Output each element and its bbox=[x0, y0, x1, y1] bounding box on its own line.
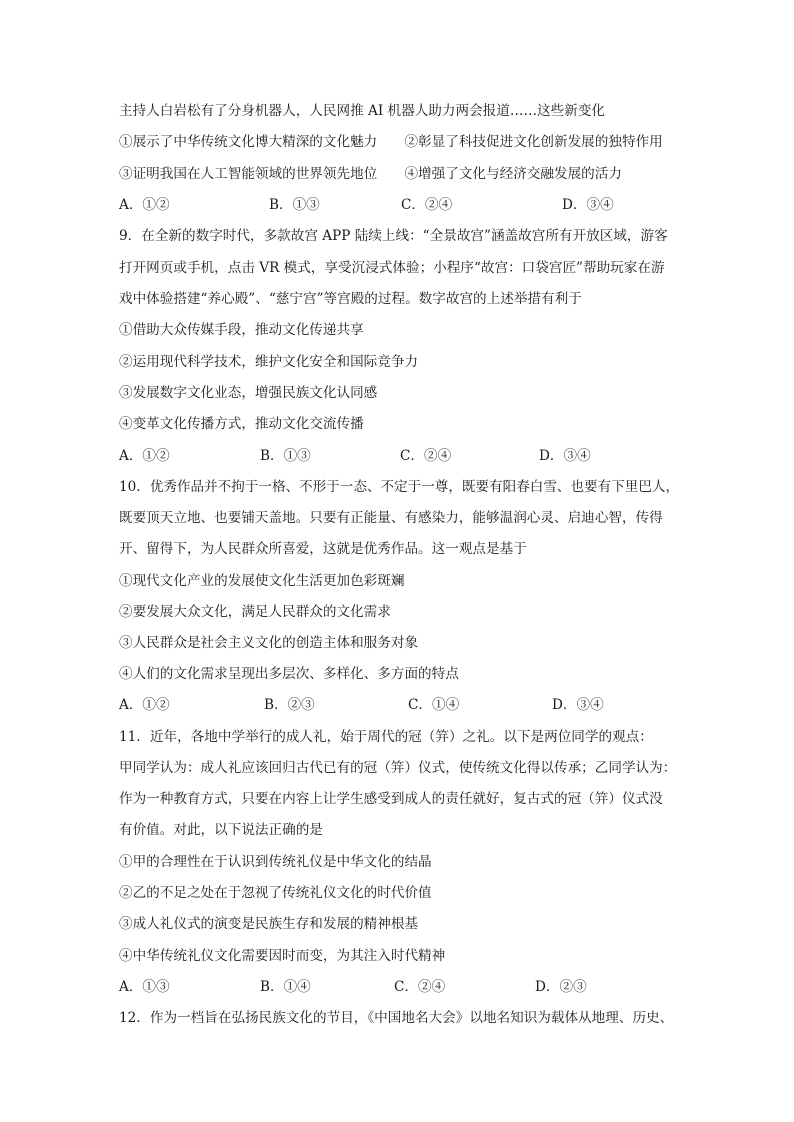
q11-option-b: B．①④ bbox=[260, 979, 311, 995]
q11-option-a: A．①③ bbox=[119, 979, 170, 995]
q11-statement-3: ③成人礼仪式的演变是民族生存和发展的精神根基 bbox=[119, 916, 419, 932]
q9-statement-4: ④变革文化传播方式，推动文化交流传播 bbox=[119, 416, 364, 432]
q8-stem-line: 主持人白岩松有了分身机器人，人民网推 AI 机器人助力两会报道……这些新变化 bbox=[119, 103, 606, 119]
q8-option-d: D．③④ bbox=[562, 197, 614, 213]
q10-option-d: D．③④ bbox=[552, 697, 604, 713]
q9-options bbox=[119, 446, 679, 466]
q11-stem-line: 有价值。对此，以下说法正确的是 bbox=[119, 822, 323, 838]
q9-option-a: A．①② bbox=[119, 448, 170, 464]
q8-option-c: C．②④ bbox=[401, 197, 453, 213]
q10-option-c: C．①④ bbox=[408, 697, 460, 713]
q9-option-c: C．②④ bbox=[400, 448, 452, 464]
q10-stem-line: 开、留得下，为人民群众所喜爱，这就是优秀作品。这一观点是基于 bbox=[119, 541, 527, 557]
q11-statement-1: ①甲的合理性在于认识到传统礼仪是中华文化的结晶 bbox=[119, 854, 432, 870]
q9-stem-line: 9．在全新的数字时代，多款故宫 APP 陆续上线：“全景故宫”涵盖故宫所有开放区域，游客 bbox=[119, 228, 668, 244]
q10-statement-2: ②要发展大众文化，满足人民群众的文化需求 bbox=[119, 604, 391, 620]
q10-option-b: B．②③ bbox=[264, 697, 315, 713]
q8-statement-line: ①展示了中华传统文化博大精深的文化魅力 ②彰显了科技促进文化创新发展的独特作用 bbox=[119, 134, 663, 150]
q9-stem-line: 打开网页或手机，点击 VR 模式，享受沉浸式体验；小程序“故宫：口袋宫匠”帮助玩家在游 bbox=[119, 260, 665, 276]
q10-statement-3: ③人民群众是社会主义文化的创造主体和服务对象 bbox=[119, 635, 419, 651]
q8-option-b: B．①③ bbox=[269, 197, 320, 213]
q11-option-c: C．②④ bbox=[394, 979, 446, 995]
q10-stem-line: 既要顶天立地、也要铺天盖地。只要有正能量、有感染力，能够温润心灵、启迪心智，传得 bbox=[119, 510, 663, 526]
q11-statement-4: ④中华传统礼仪文化需要因时而变，为其注入时代精神 bbox=[119, 948, 446, 964]
q8-option-a: A．①② bbox=[119, 197, 170, 213]
q10-options bbox=[119, 695, 679, 715]
q10-option-a: A．①② bbox=[119, 697, 170, 713]
q9-statement-2: ②运用现代科学技术，维护文化安全和国际竞争力 bbox=[119, 354, 419, 370]
q9-stem-line: 戏中体验搭建“养心殿”、“慈宁宫”等宫殿的过程。数字故宫的上述举措有利于 bbox=[119, 291, 582, 307]
q11-statement-2: ②乙的不足之处在于忽视了传统礼仪文化的时代价值 bbox=[119, 885, 432, 901]
q10-stem-line: 10．优秀作品并不拘于一格、不形于一态、不定于一尊，既要有阳春白雪、也要有下里巴人， bbox=[119, 479, 680, 495]
q10-statement-1: ①现代文化产业的发展使文化生活更加色彩斑斓 bbox=[119, 573, 405, 589]
q8-options bbox=[119, 195, 679, 215]
q10-statement-4: ④人们的文化需求呈现出多层次、多样化、多方面的特点 bbox=[119, 666, 459, 682]
q11-option-d: D．②③ bbox=[535, 979, 587, 995]
q8-statement-line: ③证明我国在人工智能领域的世界领先地位 ④增强了文化与经济交融发展的活力 bbox=[119, 166, 622, 182]
q11-stem-line: 11．近年，各地中学举行的成人礼，始于周代的冠（笄）之礼。以下是两位同学的观点： bbox=[119, 729, 653, 745]
q9-statement-1: ①借助大众传媒手段，推动文化传递共享 bbox=[119, 322, 364, 338]
q12-stem-line: 12．作为一档旨在弘扬民族文化的节目，《中国地名大会》以地名知识为载体从地理、历史、 bbox=[119, 1010, 674, 1026]
q9-option-b: B．①③ bbox=[260, 448, 311, 464]
q9-statement-3: ③发展数字文化业态，增强民族文化认同感 bbox=[119, 385, 378, 401]
q11-options bbox=[119, 977, 679, 997]
q11-stem-line: 甲同学认为：成人礼应该回归古代已有的冠（笄）仪式，使传统文化得以传承；乙同学认为： bbox=[119, 760, 677, 776]
q9-option-d: D．③④ bbox=[539, 448, 591, 464]
q11-stem-line: 作为一种教育方式，只要在内容上让学生感受到成人的责任就好，复古式的冠（笄）仪式没 bbox=[119, 791, 663, 807]
